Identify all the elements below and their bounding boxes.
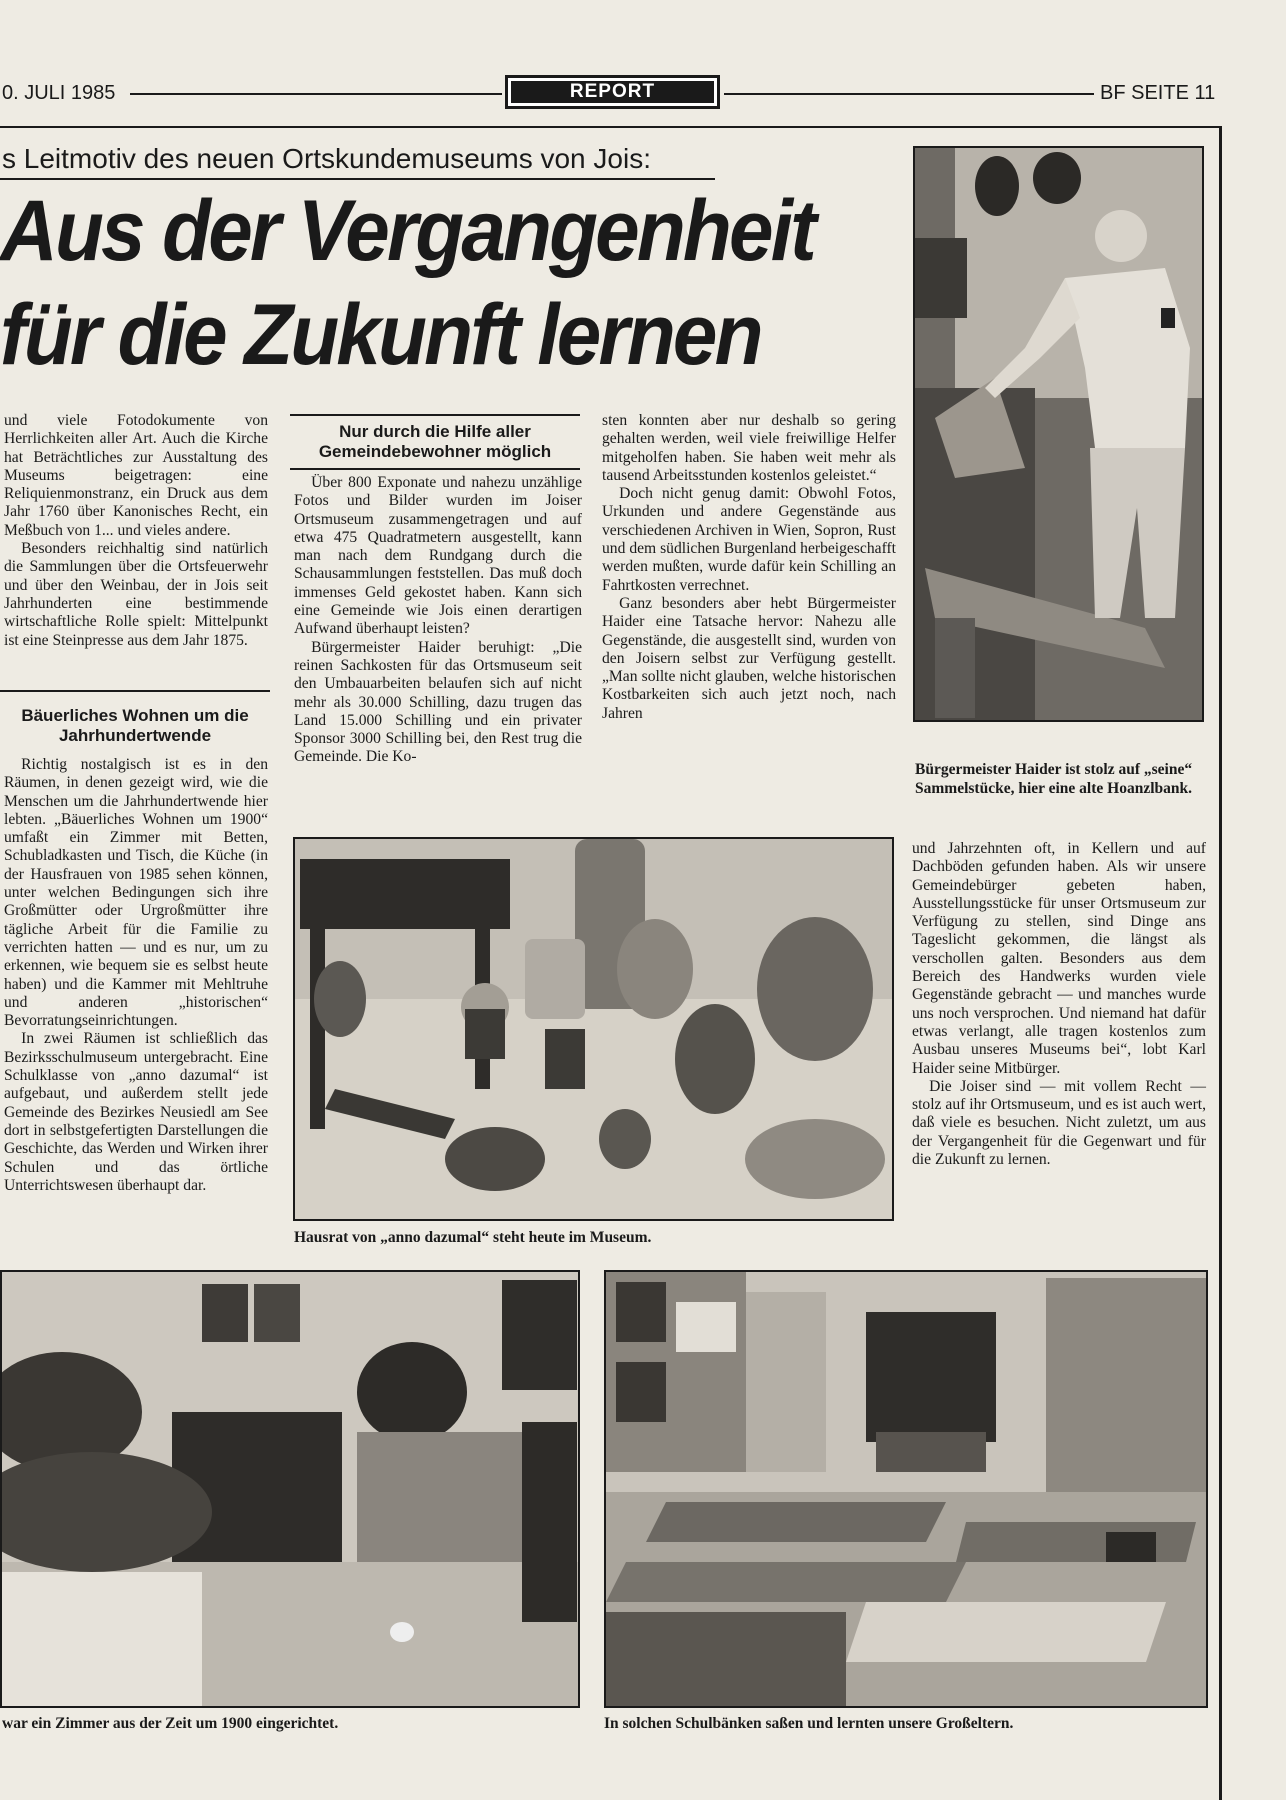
household-items-photo <box>293 837 894 1221</box>
classroom-photo <box>604 1270 1208 1708</box>
section-label: REPORT <box>505 75 720 109</box>
col2-paragraph-1: Über 800 Exponate und nahezu unzählige Fotos und Bilder wurden im Joiser Ortsmuseum zusammengetragen und auf etwa 475 Quadratmetern ausgestellt, kann man nach dem Rundgang durch die Schausammlungen feststellen. Das muß doch immenses Geld gekostet haben. Kann sich eine Gemeinde wie Jois einen derartigen Aufwand überhaupt leisten? <box>294 474 582 638</box>
column-1 <box>4 412 268 650</box>
mayor-caption: Bürgermeister Haider ist stolz auf „seine“ Sammelstücke, hier eine alte Hoanzlbank. <box>915 761 1193 797</box>
frame-right-rule <box>1219 126 1222 1800</box>
col3-paragraph-3: Ganz besonders aber hebt Bürgermeister Haider eine Tatsache hervor: Nahezu alle Gegenstände, die ausgestellt sind, wurden von den Joisern selbst zur Verfügung gestellt. „Man sollte nicht glauben, welche historischen Kostbarkeiten sich auch jetzt noch, nach Jahren <box>602 594 896 722</box>
bedroom-photo <box>0 1270 580 1708</box>
frame-top-rule <box>0 126 1222 128</box>
col2-subhead-rule-top <box>290 414 580 416</box>
headline-line-1: Aus der Vergangenheit <box>0 183 814 279</box>
column-4 <box>912 840 1206 1169</box>
kicker: s Leitmotiv des neuen Ortskundemuseums von Jois: <box>2 143 651 174</box>
col1-intro: und viele Fotodokumente von Herrlichkeiten aller Art. Auch die Kirche hat Beträchtliches zur Ausstaltung des Museums beigetragen: eine Reliquienmonstranz, ein Druck aus dem Jahr 1760 über Kanonisches Recht, ein Meßbuch von 1... und vieles andere. <box>4 412 268 539</box>
column-2 <box>294 474 582 767</box>
page-number: BF SEITE 11 <box>1100 82 1216 104</box>
mayor-photo <box>913 146 1204 722</box>
col1-subhead: Bäuerliches Wohnen um die Jahrhundertwende <box>21 706 249 745</box>
col2-paragraph-2: Bürgermeister Haider beruhigt: „Die reinen Sachkosten für das Ortsmuseum seit den Umbauarbeiten belaufen sich auf nicht mehr als 30.000 Schilling, dazu trugen das Land 15.000 Schilling und ein privater Sponsor 3000 Schilling bei, den Rest trug die Gemeinde. Die Ko- <box>294 638 582 766</box>
classroom-caption: In solchen Schulbänken saßen und lernten unsere Großeltern. <box>604 1715 1014 1732</box>
column-1-continued <box>4 756 268 1195</box>
col3-paragraph-1: sten konnten aber nur deshalb so gering gehalten werden, weil viele freiwillige Helfer mitgeholfen haben. Sie haben weit mehr als tausend Arbeitsstunden kostenlos geleistet.“ <box>602 412 896 484</box>
col4-paragraph-1: und Jahrzehnten oft, in Kellern und auf Dachböden gefunden haben. Als wir unsere Gemeindebürger gebeten haben, Ausstellungsstücke für unser Ortsmuseum zur Verfügung zu stellen, sind Dinge ans Tageslicht gekommen, die längst als verschollen galten. Besonders aus dem Bereich des Handwerks wurden viele Gegenstände gebracht — und manches wurde uns noch versprochen. Und niemand hat dafür etwas verlangt, alle tragen kostenlos zum Ausbau unseres Museums bei“, lobt Karl Haider seine Mitbürger. <box>912 840 1206 1077</box>
header-rule-right <box>724 93 1094 95</box>
column-3 <box>602 412 896 723</box>
kicker-rule <box>0 178 715 180</box>
col1-paragraph-2: Besonders reichhaltig sind natürlich die Sammlungen über die Ortsfeuerwehr und über den Weinbau, der in Jois seit Jahrhunderten eine bestimmende wirtschaftliche Rolle spielt: Mittelpunkt ist eine Steinpresse aus dem Jahr 1875. <box>4 540 268 649</box>
col4-paragraph-2: Die Joiser sind — mit vollem Recht — stolz auf ihr Ortsmuseum, und es ist auch wert, daß viele es besuchen. Nicht zuletzt, um aus der Vergangenheit für die Gegenwart und für die Zukunft zu lernen. <box>912 1077 1206 1169</box>
col2-subhead-rule-bottom <box>290 468 580 470</box>
headline-line-2: für die Zukunft lernen <box>0 287 761 383</box>
col2-subhead: Nur durch die Hilfe aller Gemeindebewohner möglich <box>318 422 552 461</box>
col1-paragraph-3: Richtig nostalgisch ist es in den Räumen, in denen gezeigt wird, wie die Menschen um die Jahrhundertwende hier lebten. „Bäuerliches Wohnen um 1900“ umfaßt ein Zimmer mit Betten, Schubladkasten und Tisch, die Küche (in der Hausfrauen von 1985 sehen können, unter welchen Bedingungen sich ihre Großmütter oder Urgroßmütter ihre tägliche Arbeit für die Familie zu verrichten hatten — und es nur, um zu erkennen, wie bequem sie es selbst heute haben) und die Kammer mit Mehltruhe und anderen „historischen“ Bevorratungseinrichtungen. <box>4 756 268 1030</box>
col3-paragraph-2: Doch nicht genug damit: Obwohl Fotos, Urkunden und andere Gegenstände aus verschiedenen Archiven in Wien, Sopron, Rust und dem südlichen Burgenland herbeigeschafft werden mußten, wurde dafür kein Schilling an Fahrtkosten verrechnet. <box>602 485 896 594</box>
issue-date: 0. JULI 1985 <box>2 82 116 104</box>
bedroom-caption: war ein Zimmer aus der Zeit um 1900 eingerichtet. <box>2 1715 339 1732</box>
col1-subhead-rule-top <box>0 690 270 692</box>
household-caption: Hausrat von „anno dazumal“ steht heute im Museum. <box>294 1229 652 1246</box>
header-rule-left <box>130 93 502 95</box>
col1-paragraph-4: In zwei Räumen ist schließlich das Bezirksschulmuseum untergebracht. Eine Schulklasse von „anno dazumal“ ist aufgebaut, und außerdem stellt jede Gemeinde des Bezirkes Neusiedl am See dort in selbstgefertigten Darstellungen die Geschichte, das Werden und Wirken ihrer Schulen und das örtliche Unterrichtswesen überhaupt dar. <box>4 1030 268 1194</box>
